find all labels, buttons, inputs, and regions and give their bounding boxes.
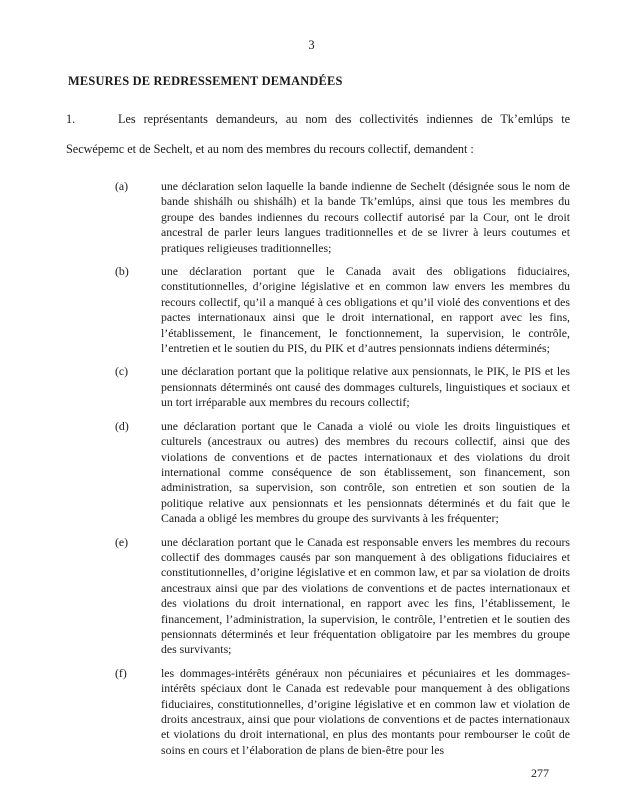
list-item-text: les dommages-intérêts généraux non pécuniaires et pécuniaires et les dommages-intérêts spéciaux dont le Canada est redevable pour manquement à des obligations fiduciaires, constitutionnelles, d’origine législative et en common law et violation de droits ancestraux, ainsi que pour violations de conventions et de pactes internationaux et violations du droit international, en plus des montants pour rembourser le coût de soins en cours et l’élaboration de plans de bien-être pour les — [161, 665, 570, 757]
list-item — [66, 179, 570, 256]
list-item-text: une déclaration portant que la politique relative aux pensionnats, le PIK, le PIS et les pensionnats déterminés ont causé des dommages culturels, linguistiques et sociaux et un tort irréparable aux membres du recours collectif; — [161, 364, 570, 410]
list-item-text: une déclaration portant que le Canada est responsable envers les membres du recours collectif des dommages causés par son manquement à des obligations fiduciaires et constitutionnelles, d’origine législative et en common law, et par sa violation de droits ancestraux ainsi que par des violations de conventions et de pactes internationaux et des violations du droit international, en rapport avec les fins, l’établissement, le financement, l’administration, la supervision, le contrôle, l’entretien et le soutien des pensionnats déterminés et leur fréquentation obligatoire par les membres du groupe des survivants; — [161, 534, 570, 657]
list-item — [66, 666, 570, 758]
list-item — [66, 535, 570, 658]
list-item-text: une déclaration portant que le Canada a violé ou viole les droits linguistiques et culturels (ancestraux ou autres) des membres du recours collectif, ainsi que des violations de conventions et de pactes internationaux et des violations du droit international comme conséquence de son établissement, son financement, son administration, sa supervision, son contrôle, son entretien et son soutien de la politique relative aux pensionnats et les pensionnats déterminés et du fait que le Canada a obligé les membres du groupe des survivants à les fréquenter; — [161, 418, 570, 526]
list-item-label: (a) — [115, 179, 129, 193]
list-item — [66, 419, 570, 527]
relief-list — [66, 179, 570, 766]
list-item-label: (f) — [115, 665, 127, 680]
list-item-label: (c) — [115, 364, 129, 379]
list-item-text: une déclaration selon laquelle la bande indienne de Sechelt (désignée sous le nom de bande shishálh ou shishálh) et la bande Tk’emlúps, ainsi que tous les membres du groupe des bandes indiennes du recours collectif autorisé par la Cour, ont le droit ancestral de parler leurs langues traditionnelles et de se livrer à leurs coutumes et pratiques religieuses traditionnelles; — [161, 179, 570, 255]
list-item-label: (e) — [115, 534, 129, 549]
list-item-label: (b) — [115, 264, 129, 279]
paragraph-number: 1. — [66, 112, 76, 126]
section-heading: MESURES DE REDRESSEMENT DEMANDÉES — [68, 74, 343, 88]
list-item — [66, 364, 570, 410]
paragraph-1 — [66, 104, 570, 164]
list-item-label: (d) — [115, 418, 129, 433]
page-number-top: 3 — [308, 38, 315, 52]
list-item — [66, 264, 570, 356]
page-number-bottom: 277 — [531, 766, 549, 780]
list-item-text: une déclaration portant que le Canada avait des obligations fiduciaires, constitutionnelles, d’origine législative et en common law envers les membres du recours collectif, qu’il a manqué à ces obligations et qu’il violé des conventions et des pactes internationaux ainsi que le droit international, en rapport avec les fins, l’établissement, le financement, le fonctionnement, la supervision, le contrôle, l’entretien et le soutien du PIS, du PIK et d’autres pensionnats indiens déterminés; — [161, 264, 570, 356]
paragraph-text: Les représentants demandeurs, au nom des collectivités indiennes de Tk’emlúps te Secwépemc et de Sechelt, et au nom des membres du recours collectif, demandent : — [66, 112, 570, 156]
